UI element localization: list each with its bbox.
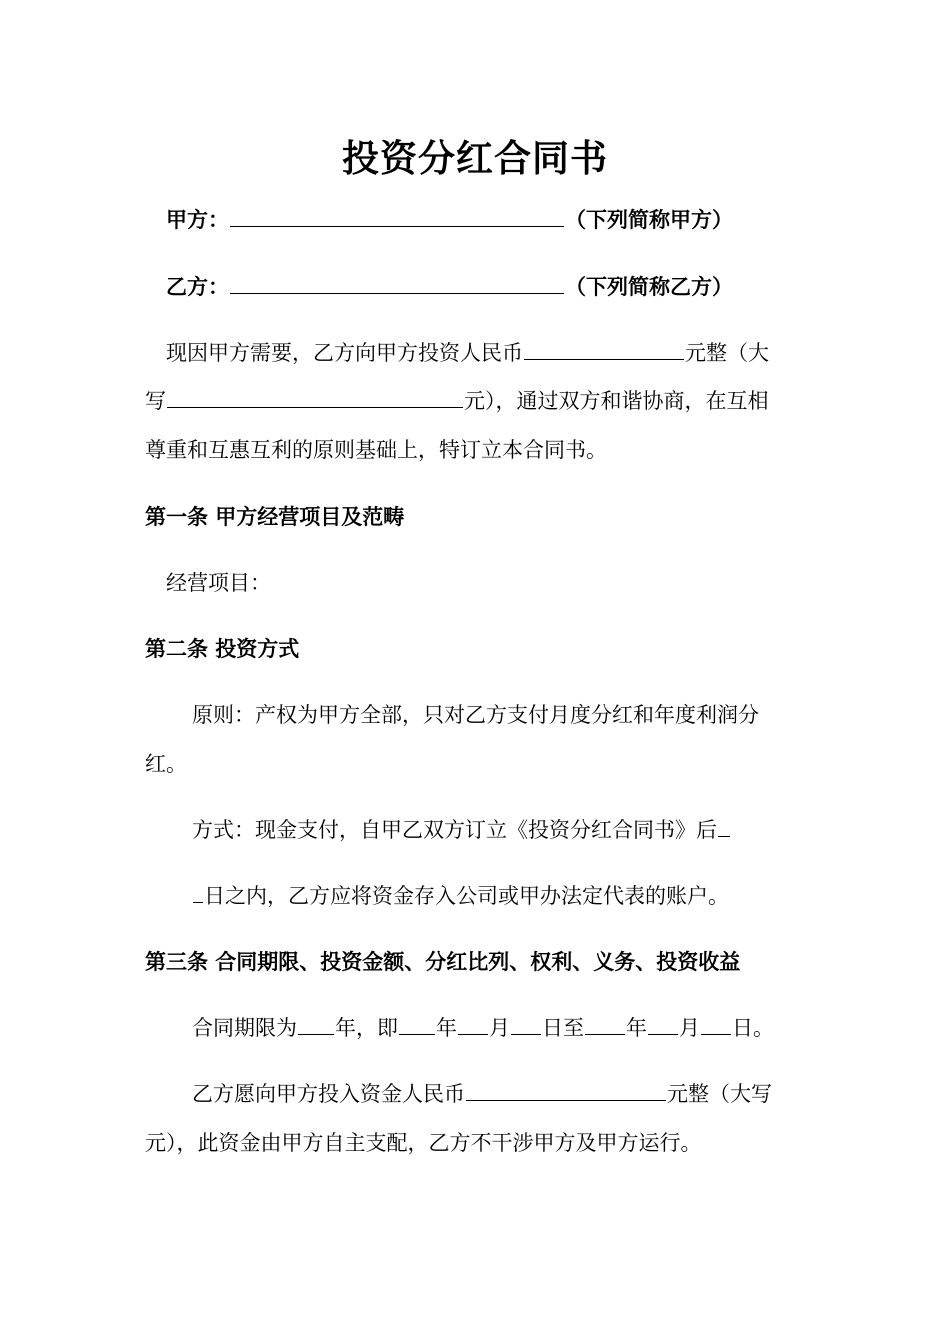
party-a-line: [166, 204, 733, 234]
end-year-blank: [585, 1012, 625, 1035]
article-2-method-line-2: [192, 880, 729, 910]
term-text-4: 月: [489, 1016, 510, 1040]
party-b-line: [166, 271, 733, 301]
article-1-item: 经营项目：: [166, 571, 271, 595]
term-text-1: 合同期限为: [192, 1016, 297, 1040]
party-b-blank: [230, 271, 564, 294]
intro-line-2: [145, 385, 769, 415]
intro-text-1a: 现因甲方需要，乙方向甲方投资人民币: [166, 341, 523, 365]
article-1-heading: 第一条 甲方经营项目及范畴: [145, 504, 405, 529]
article-3-term-line: [192, 1012, 774, 1042]
method-text-1: 方式：现金支付，自甲乙双方订立《投资分红合同书》后: [192, 818, 717, 842]
intro-line-3: 尊重和互惠互利的原则基础上，特订立本合同书。: [145, 438, 607, 462]
invest-amount-blank: [466, 1078, 666, 1101]
party-b-note: （下列简称乙方）: [565, 274, 733, 299]
article-2-principle-line-1: 原则：产权为甲方全部，只对乙方支付月度分红和年度利润分: [192, 703, 759, 727]
method-text-2: 日之内，乙方应将资金存入公司或甲办法定代表的账户。: [204, 884, 729, 908]
term-text-8: 日。: [732, 1016, 774, 1040]
party-a-blank: [230, 204, 564, 227]
days-blank-part-2: [193, 880, 203, 903]
term-years-blank: [298, 1012, 334, 1035]
days-blank-part-1: [718, 814, 730, 837]
party-a-note: （下列简称甲方）: [565, 207, 733, 232]
start-month-blank: [458, 1012, 488, 1035]
article-2-heading: 第二条 投资方式: [145, 636, 300, 661]
amount-words-blank: [167, 385, 463, 408]
article-2-method-line-1: [192, 814, 731, 844]
end-month-blank: [648, 1012, 678, 1035]
start-year-blank: [399, 1012, 435, 1035]
article-3-invest-line-1: [192, 1078, 772, 1108]
start-day-blank: [511, 1012, 541, 1035]
intro-text-1b: 元整（大: [685, 341, 769, 365]
article-3-invest-line-2: 元），此资金由甲方自主支配，乙方不干涉甲方及甲方运行。: [145, 1131, 702, 1155]
invest-text-1b: 元整（大写: [667, 1082, 772, 1106]
end-day-blank: [701, 1012, 731, 1035]
intro-text-2b: 元），通过双方和谐协商，在互相: [464, 389, 769, 413]
term-text-5: 日至: [542, 1016, 584, 1040]
invest-text-1a: 乙方愿向甲方投入资金人民币: [192, 1082, 465, 1106]
intro-text-2a: 写: [145, 389, 166, 413]
article-2-principle-line-2: 红。: [145, 752, 187, 776]
intro-line-1: [166, 337, 769, 367]
term-text-6: 年: [626, 1016, 647, 1040]
article-3-heading: 第三条 合同期限、投资金额、分红比列、权利、义务、投资收益: [145, 949, 741, 974]
term-text-3: 年: [436, 1016, 457, 1040]
document-title: 投资分红合同书: [342, 136, 608, 180]
party-b-label: 乙方：: [166, 274, 229, 299]
term-text-2: 年，即: [335, 1016, 398, 1040]
party-a-label: 甲方：: [166, 207, 229, 232]
term-text-7: 月: [679, 1016, 700, 1040]
amount-blank: [524, 337, 684, 360]
